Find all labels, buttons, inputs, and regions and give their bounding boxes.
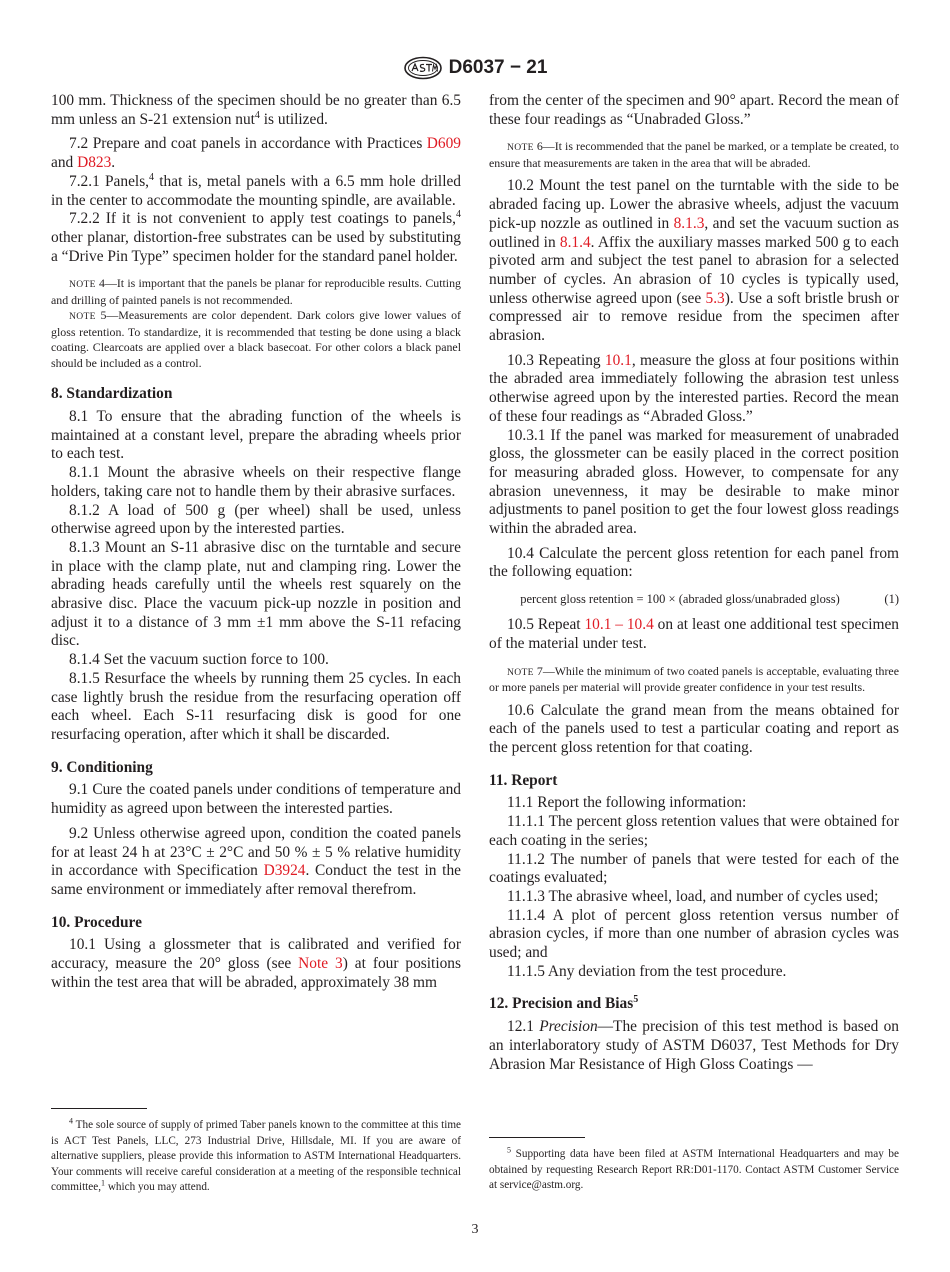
paragraph-10-1: 10.1 Using a glossmeter that is calibrated and verified for accuracy, measure the 20° gloss (see Note 3) at four positions within the test area that will be abraded, approximately 38 mm <box>51 936 461 991</box>
footnote-5: $^5$ Supporting data have been filed at ASTM International Headquarters and may be obtained by requesting Research Report RR:D01-1170. Contact ASTM Customer Service at service@astm.org. <box>489 1145 899 1191</box>
paragraph-11-1-1: 11.1.1 The percent gloss retention values that were obtained for each coating in the series; <box>489 813 899 849</box>
note-label: NOTE <box>69 311 96 323</box>
italic-term: Precision <box>539 1018 598 1036</box>
footnote-separator-right <box>489 1137 585 1138</box>
cross-reference-link[interactable]: 8.1.4 <box>559 233 591 251</box>
cross-reference-link[interactable]: D609 <box>426 135 461 153</box>
paragraph-12-1: 12.1 Precision—The precision of this test method is based on an interlaboratory study of ASTM D6037, Test Methods for Dry Abrasion Mar Resistance of High Gloss Coatings — <box>489 1018 900 1073</box>
astm-logo-icon <box>403 56 443 80</box>
paragraph-10-1-continued: from the center of the specimen and 90° apart. Record the mean of these four readings as “Unabraded Gloss.” <box>489 92 899 128</box>
footnote-reference: 5 <box>633 994 639 1006</box>
note-5: NOTE 5—Measurements are color dependent. Dark colors give lower values of gloss retention. To standardize, it is recommended that testing be done using a black coating. Clearcoats are applied over a black basecoat. For other colors a black panel should be included as a control. <box>51 308 461 370</box>
section-heading-conditioning: 9. Conditioning <box>51 758 153 776</box>
note-4: NOTE 4—It is important that the panels be planar for reproducible results. Cutting and drilling of painted panels is not recommended. <box>51 276 461 307</box>
left-column <box>51 92 461 992</box>
page-number: 3 <box>471 1222 479 1237</box>
cross-reference-link[interactable]: 10.1 – 10.4 <box>584 616 654 634</box>
paragraph-8-1: 8.1 To ensure that the abrading function of the wheels is maintained at a constant level, prepare the abrading wheels prior to each test. <box>51 408 461 463</box>
paragraph-10-3: 10.3 Repeating 10.1, measure the gloss at four positions within the abraded area immediately following the abrasion test unless otherwise agreed upon by the interested parties. Record the mean of these four readings as “Abraded Gloss.” <box>489 351 899 425</box>
paragraph-7-2: 7.2 Prepare and coat panels in accordance with Practices D609 and D823. <box>51 135 461 172</box>
paragraph-8-1-3: 8.1.3 Mount an S-11 abrasive disc on the turntable and secure in place with the clamp plate, nut and clamping ring. Lower the abrading heads carefully until the wheels rest squarely on the abrasive disc. Place the vacuum pick-up nozzle in position and adjust it to a distance of 3 mm ±1 mm above the S-11 refacing disc. <box>51 538 461 650</box>
footnote-reference: 1 <box>101 1178 106 1188</box>
paragraph-7-1-continued: 100 mm. Thickness of the specimen should be no greater than 6.5 mm unless an S-21 extension nut$^4$ is utilized. <box>51 92 461 128</box>
paragraph-10-3-1: 10.3.1 If the panel was marked for measurement of unabraded gloss, the glossmeter can be easily placed in the correct position for measuring abraded gloss. However, to compensate for any abrasion unevenness, it may be desirable to make minor adjustments to panel position to get the four lowest gloss readings within the abraded area. <box>489 426 899 538</box>
footnote-reference: 5 <box>507 1145 511 1155</box>
cross-reference-link[interactable]: Note 3 <box>298 955 343 973</box>
note-6: NOTE 6—It is recommended that the panel be marked, or a template be created, to ensure that measurements are taken in the area that will be abraded. <box>489 139 899 170</box>
section-heading-precision-and-bias: 12. Precision and Bias$^5$ <box>489 994 639 1013</box>
paragraph-8-1-5: 8.1.5 Resurface the wheels by running them 25 cycles. In each case lightly brush the residue from the resurfacing operation off each wheel. Each S-11 resurfacing disk is good for one resurfacing operation, after which it shall be discarded. <box>51 669 461 743</box>
paragraph-10-5: 10.5 Repeat 10.1 – 10.4 on at least one additional test specimen of the material under test. <box>489 616 899 652</box>
equation-number: (1) <box>884 592 899 607</box>
footnote-separator-left <box>51 1108 147 1109</box>
page-header <box>0 56 950 84</box>
paragraph-9-2: 9.2 Unless otherwise agreed upon, condition the coated panels for at least 24 h at 23°C ± 2°C and 50 % ± 5 % relative humidity in accordance with Specification D3924. Conduct the test in the same environment or immediately after removal therefrom. <box>51 824 461 898</box>
paragraph-11-1-3: 11.1.3 The abrasive wheel, load, and number of cycles used; <box>507 887 879 905</box>
footnote-reference: 4 <box>456 209 461 221</box>
paragraph-11-1-5: 11.1.5 Any deviation from the test procedure. <box>507 962 787 980</box>
cross-reference-link[interactable]: 8.1.3 <box>673 214 705 232</box>
footnote-reference: 4 <box>69 1116 73 1126</box>
footnote-reference: 4 <box>254 109 260 121</box>
paragraph-8-1-2: 8.1.2 A load of 500 g (per wheel) shall be used, unless otherwise agreed upon by the interested parties. <box>51 501 461 538</box>
paragraph-7-2-1: 7.2.1 Panels,$^4$ that is, metal panels with a 6.5 mm hole drilled in the center to accommodate the mounting spindle, are available. <box>51 171 462 209</box>
note-label: NOTE <box>507 142 534 154</box>
note-7: NOTE 7—While the minimum of two coated panels is acceptable, evaluating three or more panels per material will provide greater confidence in your test results. <box>489 663 899 695</box>
paragraph-11-1-2: 11.1.2 The number of panels that were tested for each of the coatings evaluated; <box>489 850 899 887</box>
footnote-reference: 4 <box>149 171 155 183</box>
paragraph-8-1-4: 8.1.4 Set the vacuum suction force to 100. <box>69 651 329 669</box>
note-label: NOTE <box>507 666 534 678</box>
note-label: NOTE <box>69 279 96 291</box>
section-heading-standardization: 8. Standardization <box>51 385 173 403</box>
paragraph-7-2-2: 7.2.2 If it is not convenient to apply test coatings to panels,$^4$ other planar, distortion-free substrates can be used by substituting a “Drive Pin Type” specimen holder for the standard panel holder. <box>51 209 461 265</box>
paragraph-10-6: 10.6 Calculate the grand mean from the means obtained for each of the panels used to test a particular coating and report as the percent gloss retention for that coating. <box>489 701 899 756</box>
paragraph-11-1-4: 11.1.4 A plot of percent gloss retention versus number of abrasion cycles, if more than one number of abrasion cycles was used; and <box>489 906 899 962</box>
equation-1 <box>489 590 899 608</box>
standard-designation: D6037 − 21 <box>448 57 548 78</box>
paragraph-11-1: 11.1 Report the following information: <box>507 794 747 812</box>
cross-reference-link[interactable]: D3924 <box>263 862 306 880</box>
paragraph-10-4: 10.4 Calculate the percent gloss retention for each panel from the following equation: <box>489 544 899 581</box>
section-heading-procedure: 10. Procedure <box>51 913 142 931</box>
footnote-4: $^4$ The sole source of supply of primed Taber panels known to the committee at this time is ACT Test Panels, LLC, 273 Industrial Drive, Hillsdale, MI. If you are aware of alternative suppliers, please provide this information to ASTM International Headquarters. Your comments will receive careful consideration at a meeting of the responsible technical committee,$^1$ which you may attend. <box>51 1116 461 1193</box>
paragraph-9-1: 9.1 Cure the coated panels under conditions of temperature and humidity as agreed upon between the interested parties. <box>51 781 461 818</box>
section-heading-report: 11. Report <box>489 771 558 789</box>
paragraph-8-1-1: 8.1.1 Mount the abrasive wheels on their respective flange holders, taking care not to handle them by their abrasive surfaces. <box>51 464 461 500</box>
equation-expression: percent gloss retention = 100 × (abraded gloss/unabraded gloss) <box>520 592 840 607</box>
cross-reference-link[interactable]: 10.1 <box>604 351 632 369</box>
paragraph-10-2: 10.2 Mount the test panel on the turntable with the side to be abraded facing up. Lower the abrasive wheels, adjust the vacuum pick-up nozzle as outlined in 8.1.3, and set the vacuum suction as outlined in 8.1.4. Affix the auxiliary masses marked 500 g to each pivoted arm and subject the test panel to abrasion for a selected number of cycles. An abrasion of 10 cycles is typically used, unless otherwise agreed upon (see 5.3). Use a soft bristle brush or compressed air to remove residue from the specimen after abrasion. <box>489 177 899 345</box>
cross-reference-link[interactable]: 5.3 <box>705 289 725 307</box>
right-column <box>489 92 899 1074</box>
cross-reference-link[interactable]: D823 <box>77 154 112 172</box>
